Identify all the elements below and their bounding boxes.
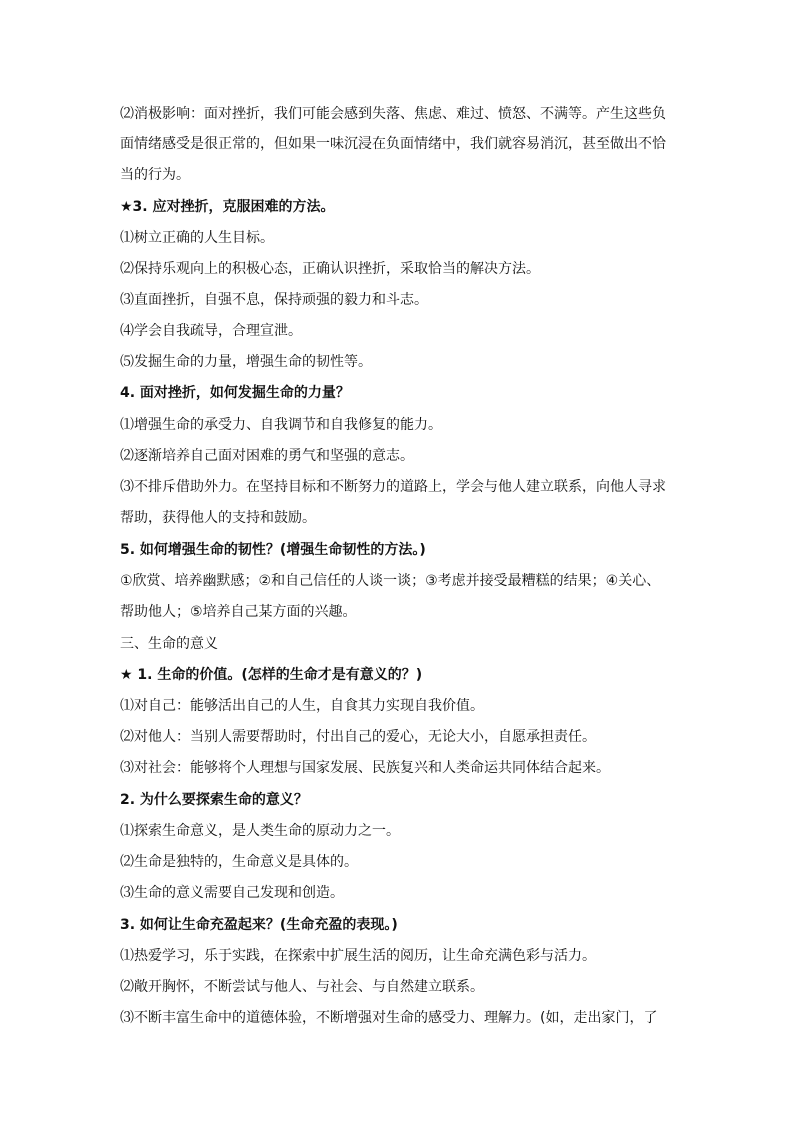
text-line: ⑴探索生命意义，是人类生命的原动力之一。 bbox=[120, 823, 400, 839]
text-line: 帮助，获得他人的支持和鼓励。 bbox=[120, 510, 316, 526]
text-line: ⑴热爱学习，乐于实践，在探索中扩展生活的阅历，让生命充满色彩与活力。 bbox=[120, 948, 596, 964]
text-line: ⑵保持乐观向上的积极心态，正确认识挫折，采取恰当的解决方法。 bbox=[120, 261, 540, 277]
text-line: ⑵敞开胸怀，不断尝试与他人、与社会、与自然建立联系。 bbox=[120, 979, 484, 995]
text-line: ⑴对自己：能够活出自己的人生，自食其力实现自我价值。 bbox=[120, 698, 484, 714]
text-line: ⑶对社会：能够将个人理想与国家发展、民族复兴和人类命运共同体结合起来。 bbox=[120, 760, 610, 776]
text-line: ⑵逐渐培养自己面对困难的勇气和坚强的意志。 bbox=[120, 448, 414, 464]
section-heading: 2. 为什么要探索生命的意义？ bbox=[120, 792, 308, 808]
text-line: 面情绪感受是很正常的，但如果一味沉浸在负面情绪中，我们就容易消沉，甚至做出不恰 bbox=[120, 136, 666, 152]
text-line: ⑷学会自我疏导，合理宣泄。 bbox=[120, 323, 302, 339]
section-heading: 4. 面对挫折，如何发掘生命的力量？ bbox=[120, 385, 350, 401]
text-line: 三、生命的意义 bbox=[120, 636, 218, 652]
section-heading: 5. 如何增强生命的韧性？(增强生命韧性的方法。) bbox=[120, 542, 426, 558]
section-heading: ★3. 应对挫折，克服困难的方法。 bbox=[120, 199, 335, 215]
text-line: 帮助他人；⑤培养自己某方面的兴趣。 bbox=[120, 604, 357, 620]
text-line: ⑶直面挫折，自强不息，保持顽强的毅力和斗志。 bbox=[120, 292, 428, 308]
text-line: 当的行为。 bbox=[120, 167, 190, 183]
text-line: ①欣赏、培养幽默感；②和自己信任的人谈一谈；③考虑并接受最糟糕的结果；④关心、 bbox=[120, 573, 661, 589]
text-line: ⑸发掘生命的力量，增强生命的韧性等。 bbox=[120, 354, 372, 370]
text-line: ⑴增强生命的承受力、自我调节和自我修复的能力。 bbox=[120, 417, 442, 433]
text-line: ⑵对他人：当别人需要帮助时，付出自己的爱心，无论大小，自愿承担责任。 bbox=[120, 729, 596, 745]
section-heading: ★ 1. 生命的价值。(怎样的生命才是有意义的？) bbox=[120, 667, 423, 683]
section-heading: 3. 如何让生命充盈起来？(生命充盈的表现。) bbox=[120, 917, 398, 933]
text-line: ⑶不排斥借助外力。在坚持目标和不断努力的道路上，学会与他人建立联系，向他人寻求 bbox=[120, 479, 666, 495]
text-line: ⑶不断丰富生命中的道德体验，不断增强对生命的感受力、理解力。(如，走出家门，了 bbox=[120, 1010, 658, 1026]
text-line: ⑵生命是独特的，生命意义是具体的。 bbox=[120, 854, 358, 870]
text-line: ⑴树立正确的人生目标。 bbox=[120, 230, 274, 246]
text-line: ⑶生命的意义需要自己发现和创造。 bbox=[120, 885, 344, 901]
text-line: ⑵消极影响：面对挫折，我们可能会感到失落、焦虑、难过、愤怒、不满等。产生这些负 bbox=[120, 106, 666, 122]
